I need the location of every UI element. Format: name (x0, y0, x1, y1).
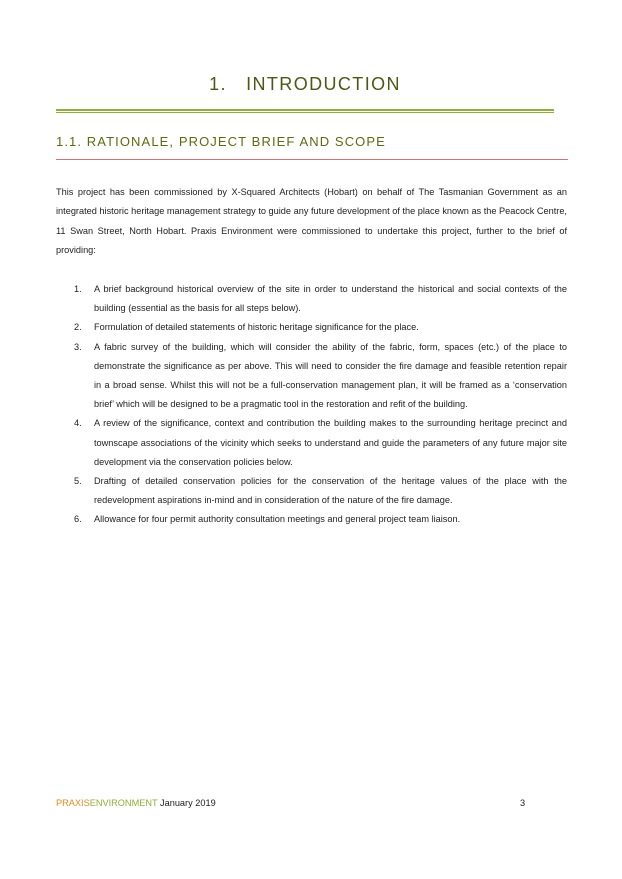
list-item-number: 5. (74, 476, 82, 487)
list-item (56, 510, 567, 529)
section-heading: 1.1. RATIONALE, PROJECT BRIEF AND SCOPE (56, 134, 386, 149)
list-item (56, 280, 567, 318)
list-item-number: 3. (74, 341, 82, 352)
footer-brand-environment: ENVIRONMENT (89, 798, 158, 808)
chapter-title: INTRODUCTION (246, 74, 401, 94)
page-footer (56, 798, 530, 808)
chapter-rule-secondary (56, 112, 554, 113)
list-item (56, 318, 567, 337)
list-item (56, 414, 567, 472)
intro-paragraph: This project has been commissioned by X-Squared Architects (Hobart) on behalf of The Tasmanian Government as an integrated historic heritage management strategy to guide any future development of the place known as the Peacock Centre, 11 Swan Street, North Hobart. Praxis Environment were commissioned to undertake this project, further to the brief of providing: (56, 187, 567, 255)
list-item-text: A brief background historical overview of the site in order to understand the historical and social contexts of the building (essential as the basis for all steps below). (94, 284, 567, 314)
section-rule (56, 159, 568, 160)
list-item-number: 1. (74, 284, 82, 294)
list-item-text: A review of the significance, context and contribution the building makes to the surrounding heritage precinct and townscape associations of the vicinity which seeks to understand and guide the parameters of any future major site development via the conservation policies below. (94, 418, 567, 467)
list-item-text: A fabric survey of the building, which will consider the ability of the fabric, form, spaces (etc.) of the place to demonstrate the significance as per above. This will need to consider the fire damage and feasible retention repair in a broad sense. Whilst this will not be a full-conservation management plan, it will be framed as a ‘conservation brief’ which will be designed to be a pragmatic tool in the restoration and refit of the building. (94, 341, 567, 410)
list-item-text: Allowance for four permit authority consultation meetings and general project team liaison. (94, 514, 461, 525)
chapter-rule (56, 109, 554, 111)
list-item-text: Drafting of detailed conservation policies for the conservation of the heritage values of the place with the redevelopment aspirations in-mind and in consideration of the nature of the fire damage. (94, 476, 567, 506)
chapter-heading (56, 74, 554, 95)
brief-list (56, 280, 567, 530)
list-item-text: Formulation of detailed statements of historic heritage significance for the place. (94, 322, 419, 333)
chapter-number: 1. (209, 74, 227, 94)
list-item-number: 2. (74, 322, 82, 333)
footer-brand-praxis: PRAXIS (56, 798, 90, 808)
list-item-number: 6. (74, 514, 82, 525)
list-item (56, 472, 567, 510)
footer-date: January 2019 (160, 798, 216, 808)
list-item (56, 338, 567, 415)
list-item-number: 4. (74, 418, 82, 429)
page-number: 3 (520, 798, 526, 808)
